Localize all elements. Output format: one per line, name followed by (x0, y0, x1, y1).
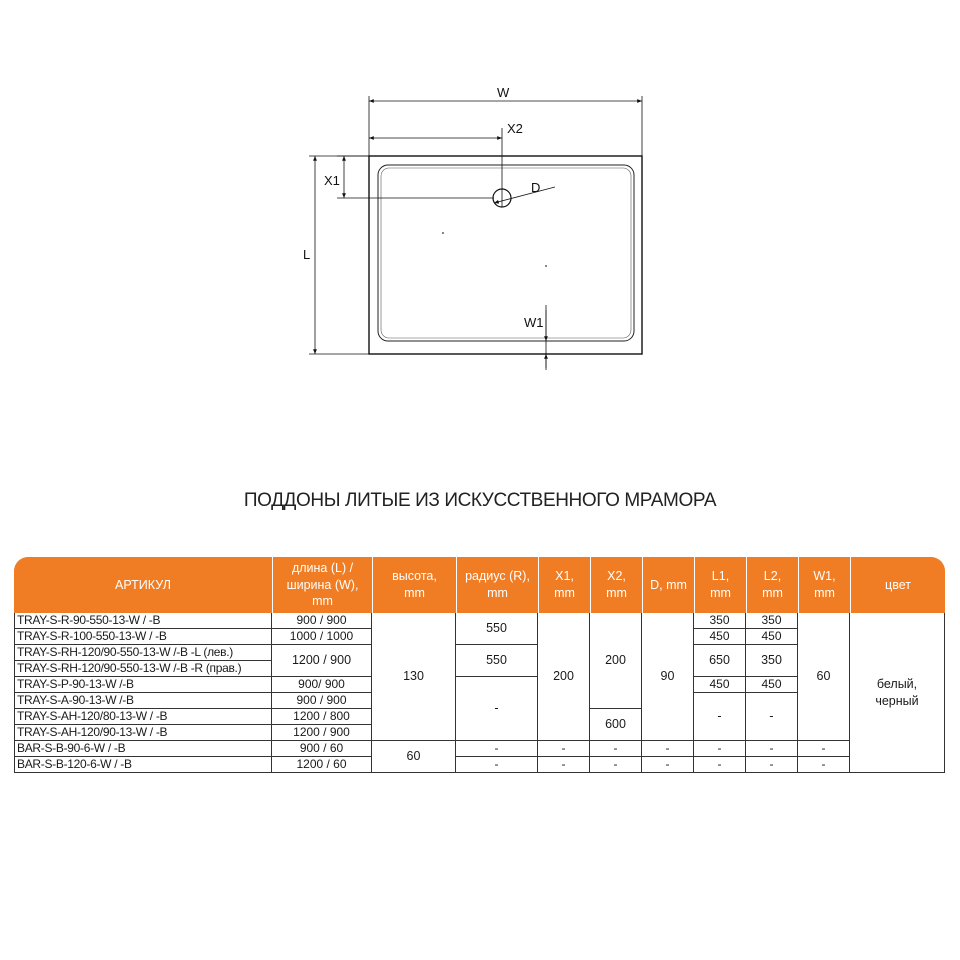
label-x1: X1 (324, 173, 340, 188)
radius-cell: - (456, 677, 538, 741)
size-cell: 900 / 900 (272, 693, 372, 709)
radius-cell: - (456, 741, 538, 757)
header-length: длина (L) / ширина (W), mm (272, 557, 372, 613)
header-x2: X2, mm (590, 557, 642, 613)
d-cell: - (642, 741, 694, 757)
tray-outer (369, 156, 642, 354)
header-radius: радиус (R), mm (456, 557, 538, 613)
dot-mark (545, 265, 547, 267)
size-cell: 1200 / 60 (272, 757, 372, 773)
header-l2: L2, mm (746, 557, 798, 613)
radius-cell: - (456, 757, 538, 773)
header-article: АРТИКУЛ (14, 557, 272, 613)
l1-cell: - (694, 741, 746, 757)
l1-cell: 450 (694, 677, 746, 693)
sku-cell: TRAY-S-R-100-550-13-W / -B (14, 629, 272, 645)
page-title: ПОДДОНЫ ЛИТЫЕ ИЗ ИСКУССТВЕННОГО МРАМОРА (243, 490, 717, 511)
d-cell: 90 (642, 613, 694, 741)
label-x2: X2 (507, 121, 523, 136)
table-header-row (14, 557, 945, 613)
w1-cell: 60 (798, 613, 850, 741)
size-cell: 1200 / 800 (272, 709, 372, 725)
l1-cell: 350 (694, 613, 746, 629)
x2-cell: - (590, 741, 642, 757)
radius-cell: 550 (456, 645, 538, 677)
height-cell-trays: 130 (372, 613, 456, 741)
sku-cell: TRAY-S-P-90-13-W /-B (14, 677, 272, 693)
table-row (14, 741, 945, 757)
table-row (14, 757, 945, 773)
label-w: W (497, 85, 510, 100)
x1-cell: - (538, 757, 590, 773)
x2-cell: - (590, 757, 642, 773)
sku-cell: TRAY-S-R-90-550-13-W / -B (14, 613, 272, 629)
size-cell: 900 / 60 (272, 741, 372, 757)
header-w1: W1, mm (798, 557, 850, 613)
header-l1: L1, mm (694, 557, 746, 613)
x1-cell: 200 (538, 613, 590, 741)
header-height: высота, mm (372, 557, 456, 613)
sku-cell: TRAY-S-AH-120/90-13-W / -B (14, 725, 272, 741)
radius-cell: 550 (456, 613, 538, 645)
table-row (14, 613, 945, 629)
l1-cell: 450 (694, 629, 746, 645)
size-cell: 1000 / 1000 (272, 629, 372, 645)
w1-cell: - (798, 757, 850, 773)
x1-cell: - (538, 741, 590, 757)
sku-cell: TRAY-S-RH-120/90-550-13-W /-B -R (прав.) (14, 661, 272, 677)
x2-cell: 200 (590, 613, 642, 709)
l2-cell: 450 (746, 677, 798, 693)
height-cell-bars: 60 (372, 741, 456, 773)
sku-cell: TRAY-S-A-90-13-W /-B (14, 693, 272, 709)
size-cell: 1200 / 900 (272, 645, 372, 677)
x2-cell: 600 (590, 709, 642, 741)
w1-cell: - (798, 741, 850, 757)
l2-cell: - (746, 693, 798, 741)
l1-cell: - (694, 757, 746, 773)
size-cell: 900/ 900 (272, 677, 372, 693)
header-color: цвет (850, 557, 945, 613)
dot-mark (442, 232, 444, 234)
sku-cell: TRAY-S-AH-120/80-13-W / -B (14, 709, 272, 725)
header-d: D, mm (642, 557, 694, 613)
l1-cell: - (694, 693, 746, 741)
l2-cell: 350 (746, 613, 798, 629)
size-cell: 1200 / 900 (272, 725, 372, 741)
size-cell: 900 / 900 (272, 613, 372, 629)
sku-cell: TRAY-S-RH-120/90-550-13-W /-B -L (лев.) (14, 645, 272, 661)
l2-cell: 450 (746, 629, 798, 645)
l1-cell: 650 (694, 645, 746, 677)
spec-table (14, 557, 945, 773)
l2-cell: - (746, 757, 798, 773)
tray-drawing (0, 0, 960, 420)
header-x1: X1, mm (538, 557, 590, 613)
l2-cell: - (746, 741, 798, 757)
label-d: D (531, 180, 541, 195)
label-l: L (303, 247, 311, 262)
label-w1: W1 (524, 315, 544, 330)
d-cell: - (642, 757, 694, 773)
sku-cell: BAR-S-B-120-6-W / -B (14, 757, 272, 773)
color-cell: белый, черный (850, 613, 945, 773)
l2-cell: 350 (746, 645, 798, 677)
sku-cell: BAR-S-B-90-6-W / -B (14, 741, 272, 757)
